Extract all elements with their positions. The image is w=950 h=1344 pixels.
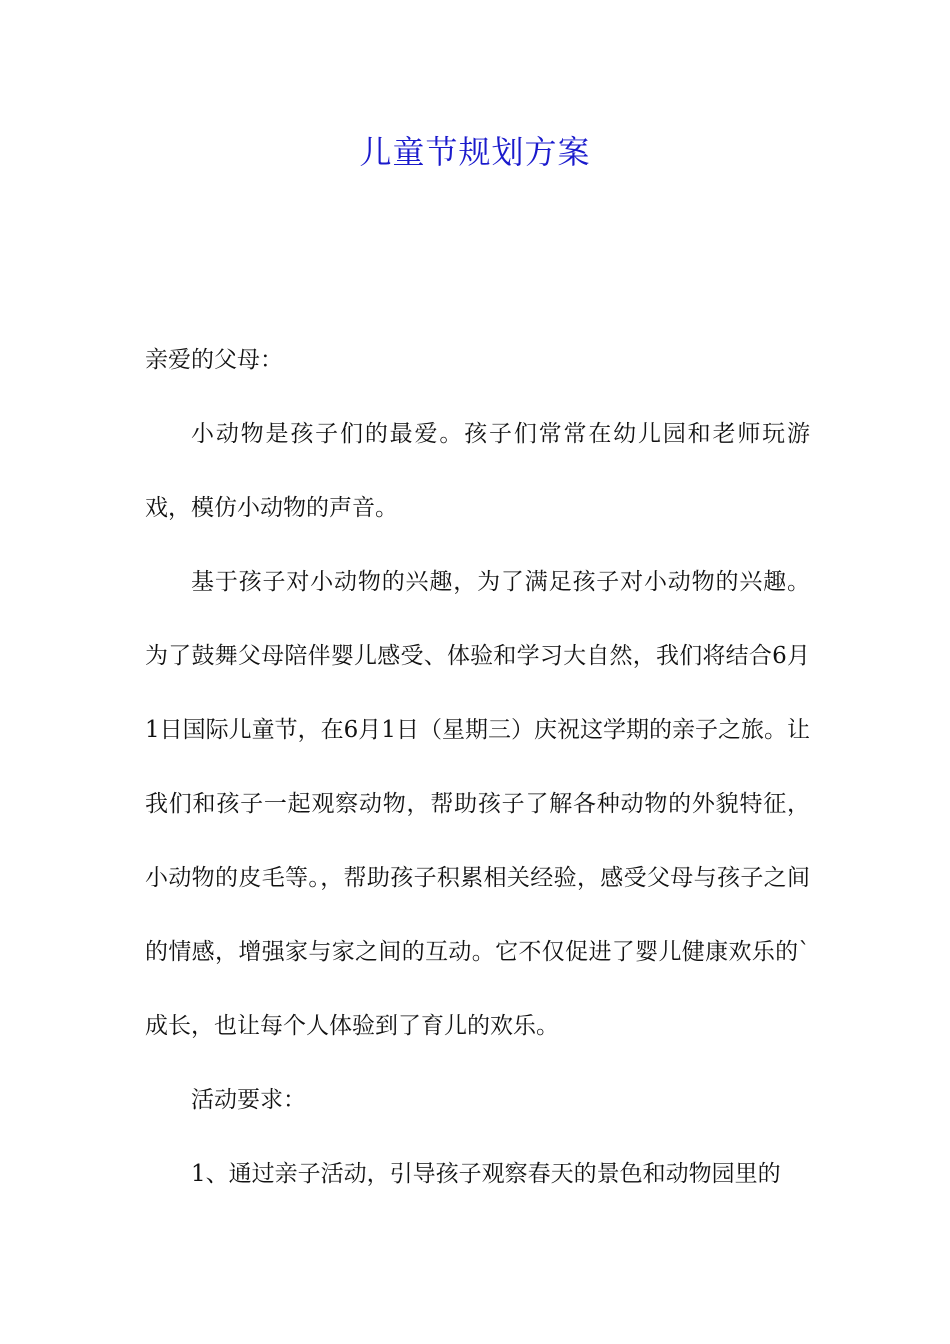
document-body [145,323,810,1211]
salutation: 亲爱的父母： [145,347,283,373]
paragraph-main: 基于孩子对小动物的兴趣，为了满足孩子对小动物的兴趣。为了鼓舞父母陪伴婴儿感受、体验和学习大自然，我们将结合6月1日国际儿童节，在6月1日（星期三）庆祝这学期的亲子之旅。让我们和孩子一起观察动物，帮助孩子了解各种动物的外貌特征，小动物的皮毛等。，帮助孩子积累相关经验，感受父母与孩子之间的情感，增强家与家之间的互动。它不仅促进了婴儿健康欢乐的`成长，也让每个人体验到了育儿的欢乐。 [145,569,810,1039]
requirement-item-1: 1、通过亲子活动，引导孩子观察春天的景色和动物园里的 [191,1161,781,1187]
paragraph-intro: 小动物是孩子们的最爱。孩子们常常在幼儿园和老师玩游戏，模仿小动物的声音。 [145,421,810,521]
document-title: 儿童节规划方案 [359,133,591,171]
section-heading-requirements: 活动要求： [191,1087,306,1113]
